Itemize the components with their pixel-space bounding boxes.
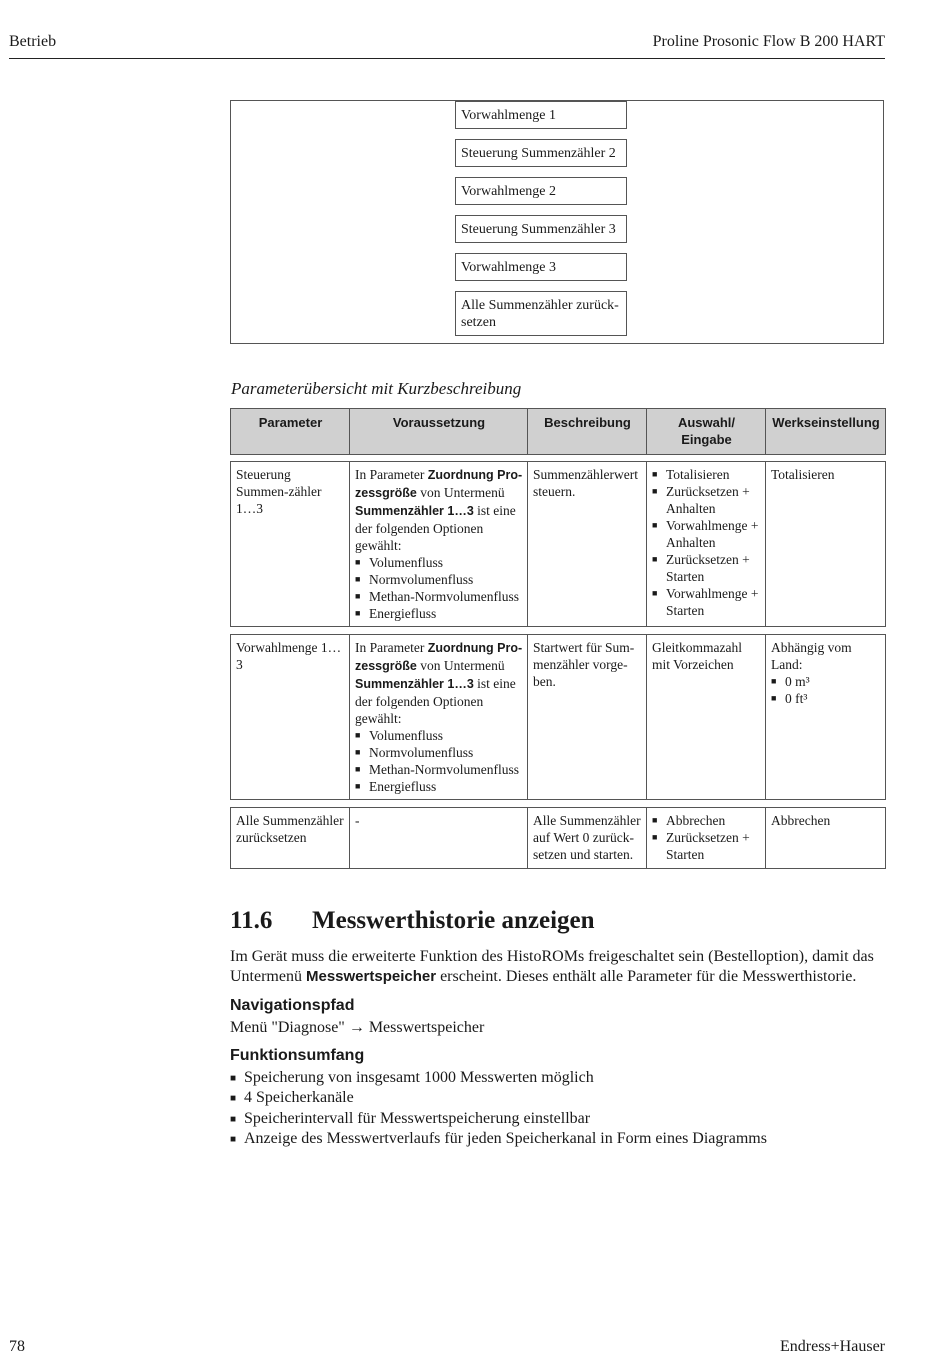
list-item: ■ Energiefluss — [355, 605, 523, 622]
nav-item-steuerung-3: Steuerung Summenzähler 3 — [455, 215, 627, 243]
col-header-voraussetzung: Voraussetzung — [350, 409, 528, 455]
list-item: ■ 0 ft³ — [771, 690, 881, 707]
cell-prerequisite: - — [350, 808, 528, 869]
list-item: ■ Methan-Normvolumenfluss — [355, 761, 523, 778]
table-row-steuerung — [230, 461, 886, 627]
cell-parameter: Steuerung Summen-zähler 1…3 — [231, 462, 350, 627]
list-item: ■ Zurücksetzen + Starten — [652, 829, 761, 863]
cell-description: Alle Summenzähler auf Wert 0 zurück-setzen und starten. — [528, 808, 647, 869]
list-item: ■ Anzeige des Messwertverlaufs für jeden Speicherkanal in Form eines Diagramms — [230, 1129, 767, 1149]
cell-parameter: Alle Summenzähler zurücksetzen — [231, 808, 350, 869]
cell-selection — [647, 808, 766, 869]
table-row-alle-zuruecksetzen — [230, 807, 886, 869]
list-item: ■ Abbrechen — [652, 812, 761, 829]
cell-default: Abbrechen — [766, 808, 886, 869]
list-item: ■ Volumenfluss — [355, 727, 523, 744]
cell-description: Startwert für Sum-menzähler vorge-ben. — [528, 635, 647, 800]
section-title: Messwerthistorie anzeigen — [312, 907, 595, 934]
nav-item-vorwahlmenge-1: Vorwahlmenge 1 — [455, 101, 627, 129]
list-item: ■ Zurücksetzen + Anhalten — [652, 483, 761, 517]
cell-prerequisite: In Parameter Zuordnung Pro-zessgröße von Untermenü Summenzähler 1…3 ist eine der folgenden Optionen gewählt: ■ Volumenfluss ■ Normvolumenfluss ■ Methan-Normvolumenfluss ■ Energiefluss — [350, 462, 528, 627]
page-number: 78 — [9, 1338, 25, 1355]
table-caption: Parameterübersicht mit Kurzbeschreibung — [231, 379, 522, 398]
list-item: ■ Normvolumenfluss — [355, 744, 523, 761]
list-item: ■ 4 Speicherkanäle — [230, 1088, 767, 1108]
cell-description: Summenzählerwert steuern. — [528, 462, 647, 627]
header-product-title: Proline Prosonic Flow B 200 HART — [652, 33, 885, 50]
list-item: ■ Totalisieren — [652, 466, 761, 483]
col-header-parameter: Parameter — [231, 409, 350, 455]
list-item: ■ Speicherintervall für Messwertspeicherung einstellbar — [230, 1109, 767, 1129]
list-item: ■ Vorwahlmenge + Starten — [652, 585, 761, 619]
cell-prerequisite: In Parameter Zuordnung Pro-zessgröße von Untermenü Summenzähler 1…3 ist eine der folgenden Optionen gewählt: ■ Volumenfluss ■ Normvolumenfluss ■ Methan-Normvolumenfluss ■ Energiefluss — [350, 635, 528, 800]
section-intro-paragraph: Im Gerät muss die erweiterte Funktion des HistoROMs freigeschaltet sein (Bestelloption), damit das Untermenü Messwertspeicher erscheint. Dieses enthält alle Parameter für die Messwerthistorie. — [230, 948, 874, 985]
footer-brand: Endress+Hauser — [780, 1338, 885, 1355]
header-section-label: Betrieb — [9, 33, 57, 50]
list-item: ■ 0 m³ — [771, 673, 881, 690]
navigation-path: Menü "Diagnose" → Messwertspeicher — [230, 1019, 485, 1036]
nav-item-vorwahlmenge-2: Vorwahlmenge 2 — [455, 177, 627, 205]
list-item: ■ Zurücksetzen + Starten — [652, 551, 761, 585]
navigation-path-heading: Navigationspfad — [230, 997, 355, 1014]
header-rule — [9, 58, 885, 59]
cell-selection: Gleitkommazahl mit Vorzeichen — [647, 635, 766, 800]
list-item: ■ Methan-Normvolumenfluss — [355, 588, 523, 605]
nav-item-vorwahlmenge-3: Vorwahlmenge 3 — [455, 253, 627, 281]
list-item: ■ Vorwahlmenge + Anhalten — [652, 517, 761, 551]
nav-item-alle-zuruecksetzen: Alle Summenzähler zurück-setzen — [455, 291, 627, 336]
cell-parameter: Vorwahlmenge 1…3 — [231, 635, 350, 800]
cell-default: Totalisieren — [766, 462, 886, 627]
list-item: ■ Normvolumenfluss — [355, 571, 523, 588]
list-item: ■ Volumenfluss — [355, 554, 523, 571]
parameter-table-header — [230, 408, 886, 455]
col-header-beschreibung: Beschreibung — [528, 409, 647, 455]
cell-selection — [647, 462, 766, 627]
list-item: ■ Speicherung von insgesamt 1000 Messwerten möglich — [230, 1068, 767, 1088]
nav-item-steuerung-2: Steuerung Summenzähler 2 — [455, 139, 627, 167]
navigation-menu-diagram — [230, 100, 884, 344]
section-number: 11.6 — [230, 907, 273, 934]
table-row-vorwahlmenge — [230, 634, 886, 800]
col-header-auswahl: Auswahl/ Eingabe — [647, 409, 766, 455]
function-scope-list — [230, 1068, 767, 1150]
list-item: ■ Energiefluss — [355, 778, 523, 795]
section-heading — [230, 907, 595, 935]
col-header-werkseinstellung: Werkseinstellung — [766, 409, 886, 455]
cell-default: Abhängig vom Land: ■ 0 m³ ■ 0 ft³ — [766, 635, 886, 800]
function-scope-heading: Funktionsumfang — [230, 1047, 365, 1064]
